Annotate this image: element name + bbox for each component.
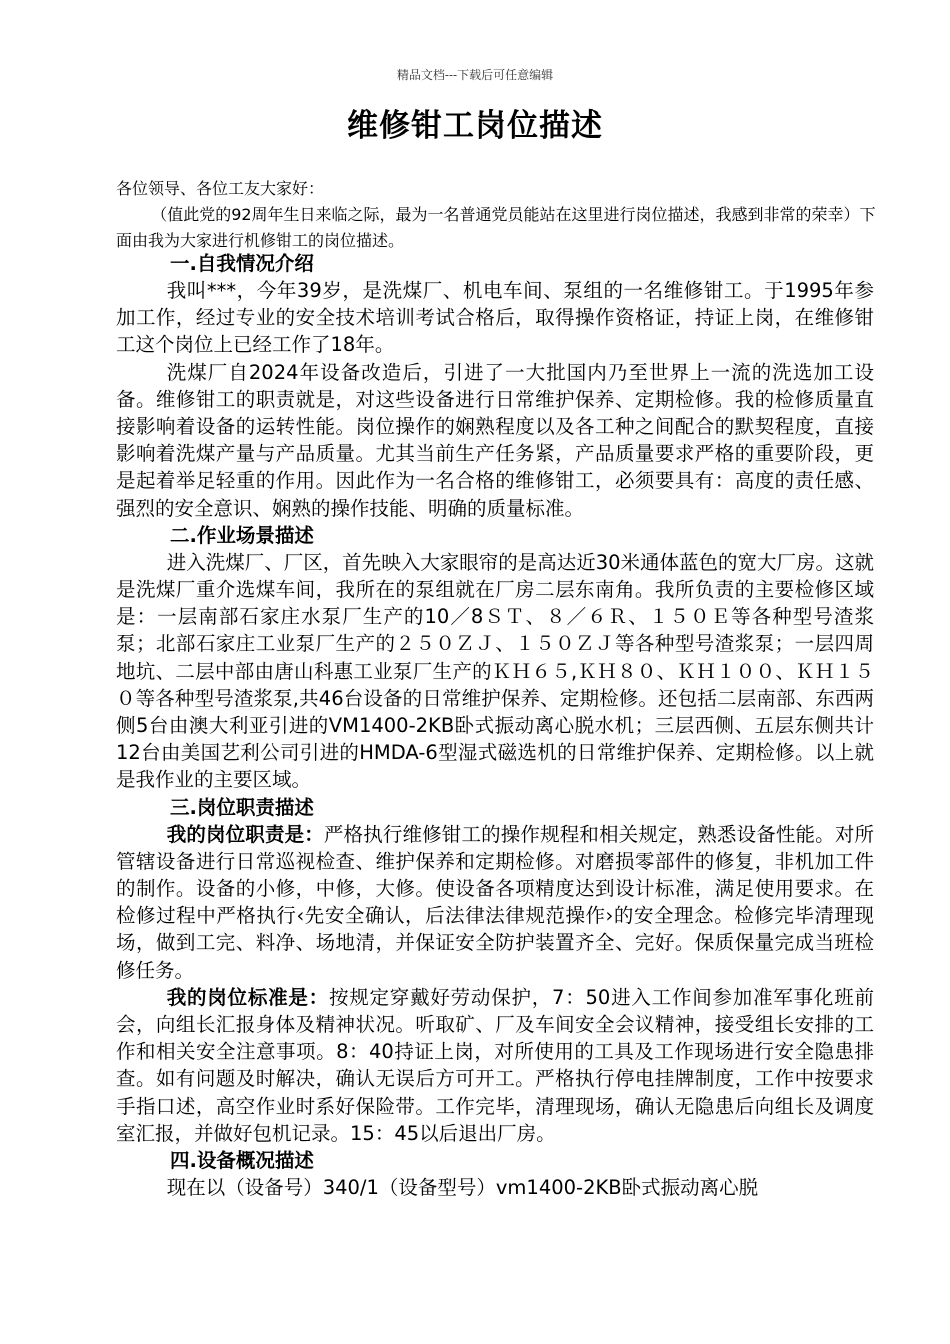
paragraph-lead: 我的岗位职责是： [166,822,324,846]
section-heading-4: 四.设备概况描述 [170,1149,314,1173]
paragraph [116,984,874,1147]
paragraph: 洗煤厂自2024年设备改造后，引进了一大批国内乃至世界上一流的洗选加工设备。维修钳工的职责就是，对这些设备进行日常维护保养、定期检修。我的检修质量直接影响着设备的运转性能。岗位操作的娴熟程度以及各工种之间配合的默契程度，直接影响着洗煤产量与产品质量。尤其当前生产任务紧，产品质量要求严格的重要阶段，更是起着举足轻重的作用。因此作为一名合格的维修钳工，必须要具有：高度的责任感、强烈的安全意识、娴熟的操作技能、明确的质量标准。 [116,360,874,520]
paragraph: 我叫***，今年39岁，是洗煤厂、机电车间、泵组的一名维修钳工。于1995年参加工作，经过专业的安全技术培训考试合格后，取得操作资格证，持证上岗，在维修钳工这个岗位上已经工作了18年。 [116,279,874,357]
section-heading-3: 三.岗位职责描述 [170,795,314,819]
page-title: 维修钳工岗位描述 [347,108,603,144]
paragraph-lead: 我的岗位标准是： [166,985,329,1009]
greeting: 各位领导、各位工友大家好： [116,179,325,198]
paragraph: 进入洗煤厂、厂区，首先映入大家眼帘的是高达近30米通体蓝色的宽大厂房。这就是洗煤厂重介选煤车间，我所在的泵组就在厂房二层东南角。我所负责的主要检修区域是：一层南部石家庄水泵厂生产的10／8ＳＴ、８／６Ｒ、１５０Ｅ等各种型号渣浆泵；北部石家庄工业泵厂生产的２５０ＺＪ、１５０ＺＪ等各种型号渣浆泵；一层四周地坑、二层中部由唐山科惠工业泵厂生产的ＫＨ６５,ＫＨ８０、ＫＨ１００、ＫＨ１５０等各种型号渣浆泵,共46台设备的日常维护保养、定期检修。还包括二层南部、东西两侧5台由澳大利亚引进的VM1400-2KB卧式振动离心脱水机；三层西侧、五层东侧共计12台由美国艺利公司引进的HMDA-6型湿式磁选机的日常维护保养、定期检修。以上就是我作业的主要区域。 [116,550,875,792]
paragraph-text: 按规定穿戴好劳动保护，7：50进入工作间参加准军事化班前会，向组长汇报身体及精神状况。听取矿、厂及车间安全会议精神，接受组长安排的工作和相关安全注意事项。8：40持证上岗，对所使用的工具及工作现场进行安全隐患排查。如有问题及时解决，确认无误后方可开工。严格执行停电挂牌制度，工作中按要求手指口述，高空作业时系好保险带。工作完毕，清理现场，确认无隐患后向组长及调度室汇报，并做好包机记录。15：45以后退出厂房。 [116,985,874,1145]
section-heading-2: 二.作业场景描述 [170,523,314,547]
paragraph [116,821,874,984]
header-note: 精品文档---下载后可任意编辑 [396,68,554,82]
intro-paragraph: （值此党的92周年生日来临之际，最为一名普通党员能站在这里进行岗位描述，我感到非常的荣幸）下面由我为大家进行机修钳工的岗位描述。 [116,205,876,250]
document-body [116,250,874,1201]
paragraph: 现在以（设备号）340/1（设备型号）vm1400-2KB卧式振动离心脱 [166,1176,759,1200]
section-heading-1: 一.自我情况介绍 [170,252,314,275]
greeting-block [116,176,876,254]
paragraph-text: 严格执行维修钳工的操作规程和相关规定，熟悉设备性能。对所管辖设备进行日常巡视检查、维护保养和定期检修。对磨损零部件的修复，非机加工件的制作。设备的小修，中修，大修。使设备各项精度达到设计标准，满足使用要求。在检修过程中严格执行‹先安全确认，后法律法律规范操作›的安全理念。检修完毕清理现场，做到工完、料净、场地清，并保证安全防护装置齐全、完好。保质保量完成当班检修任务。 [116,822,874,982]
